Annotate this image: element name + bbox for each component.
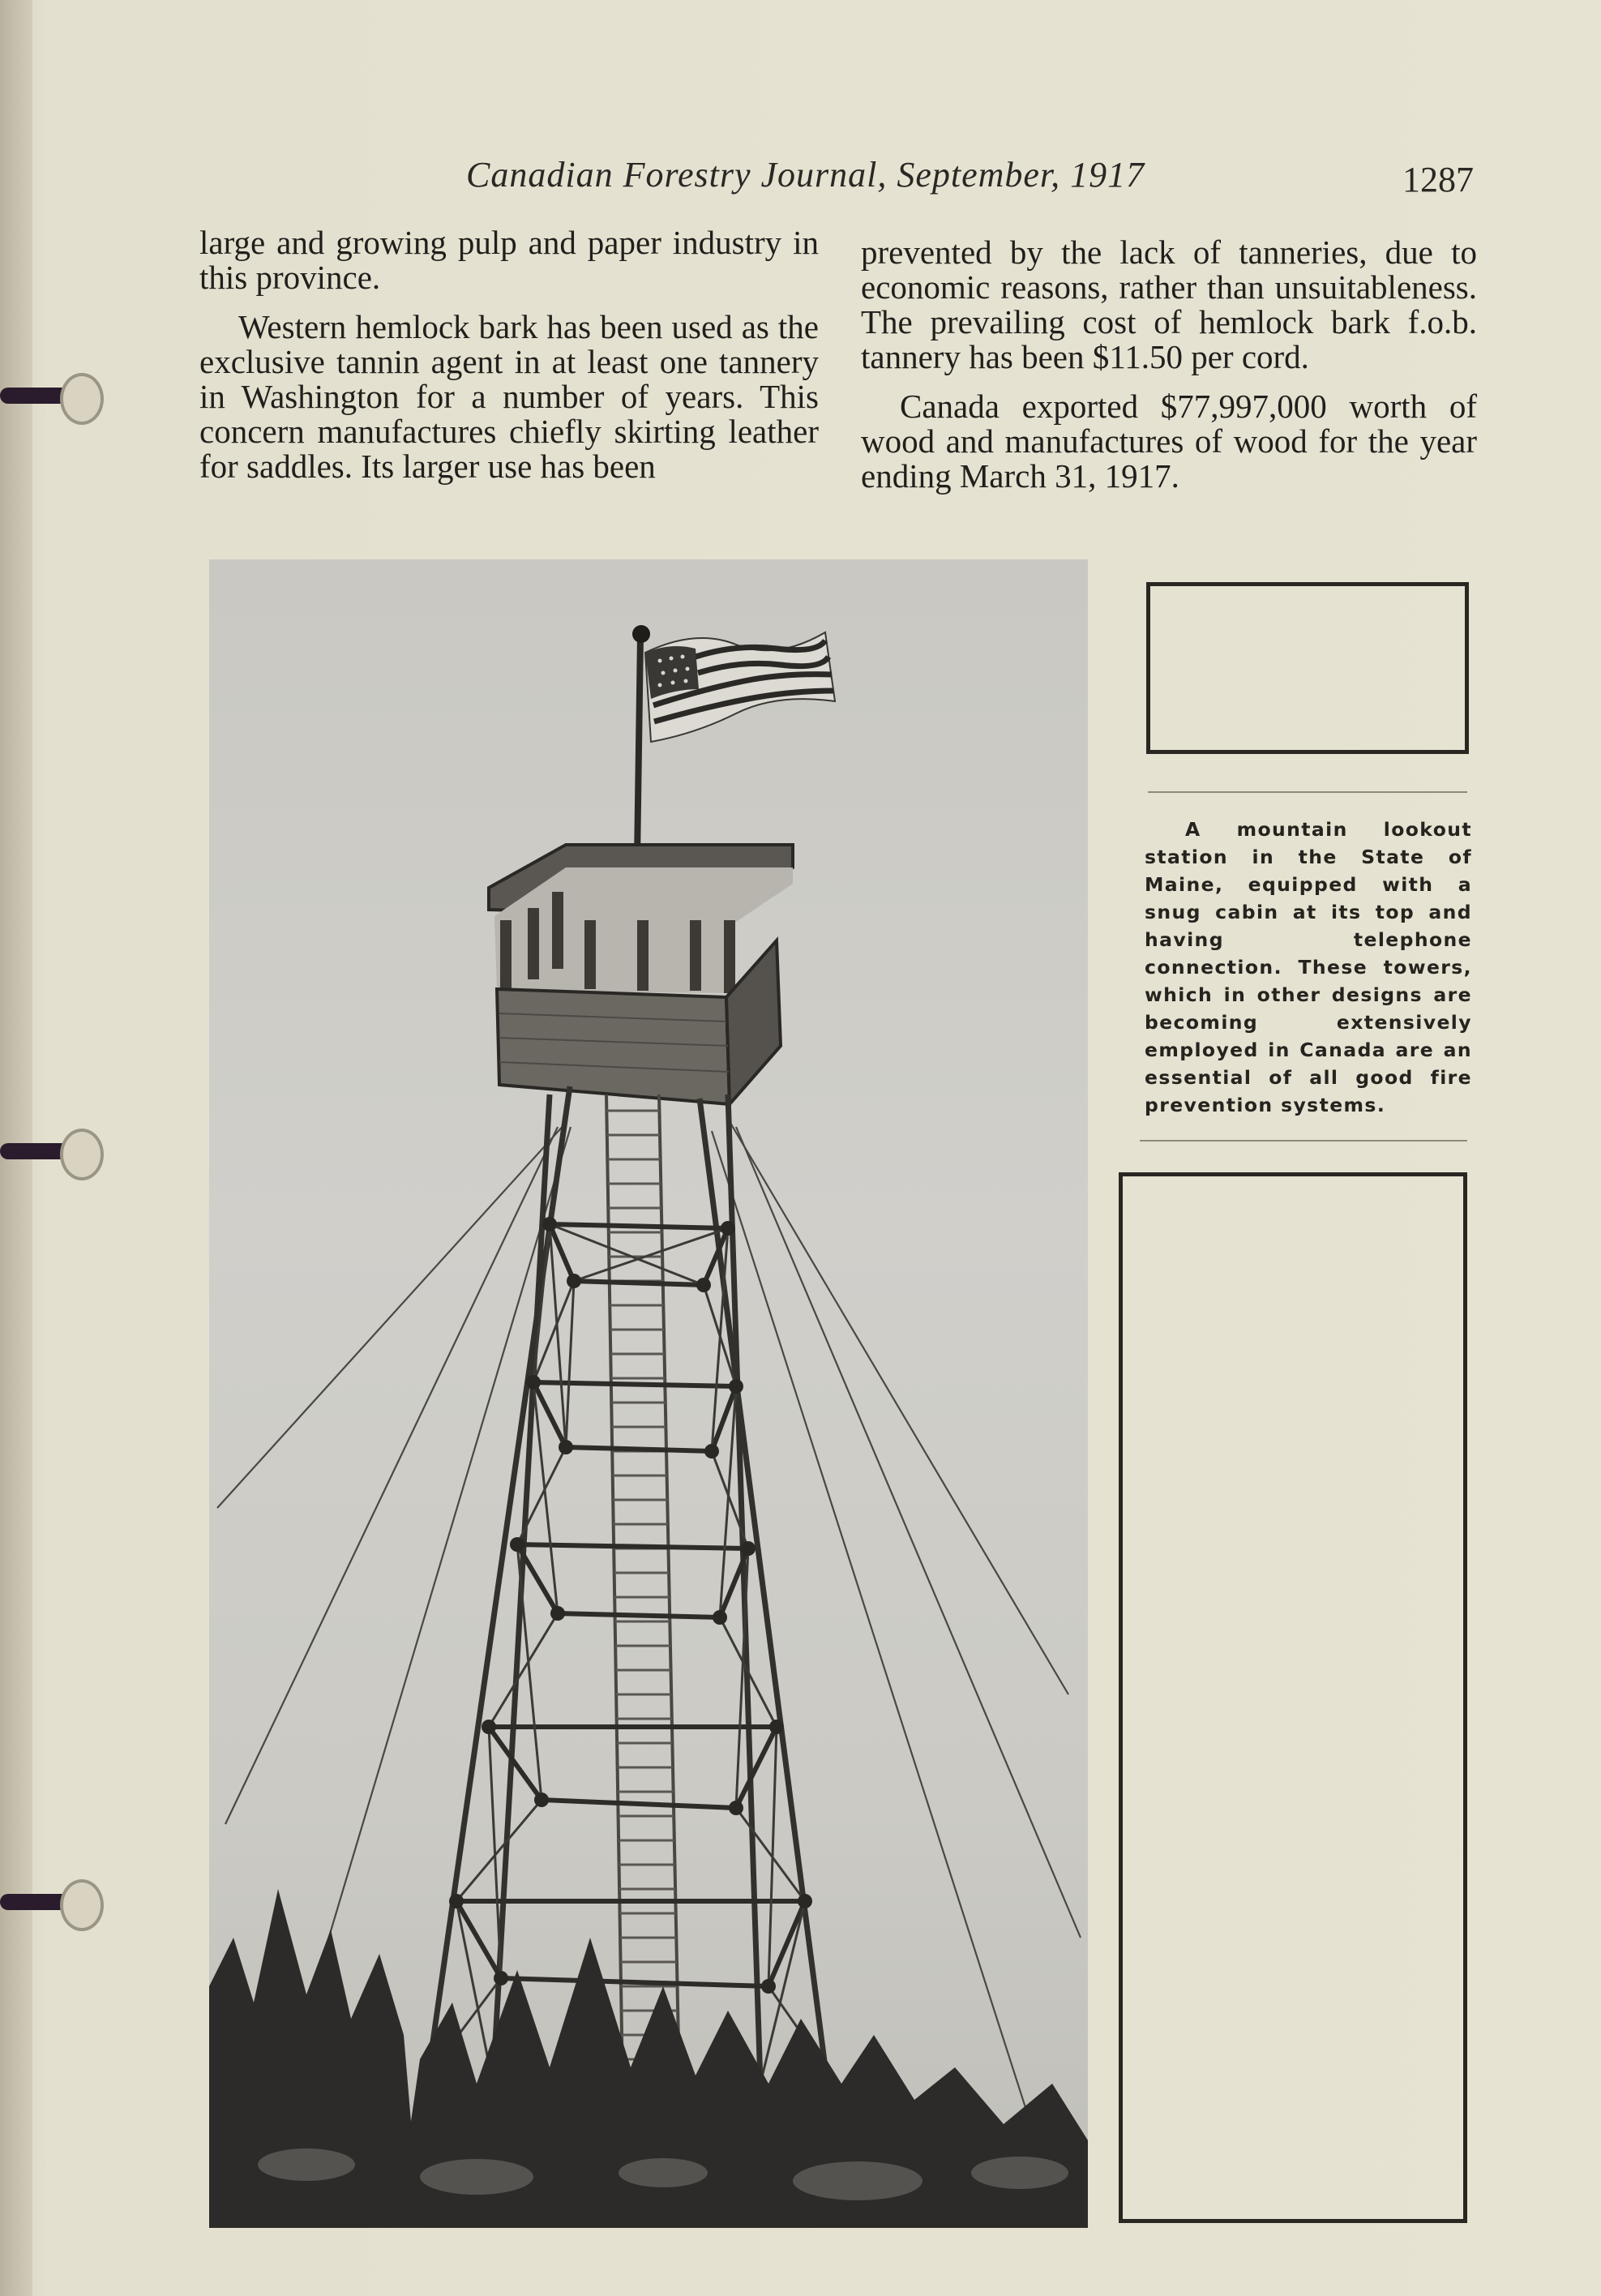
left-column — [199, 225, 819, 484]
left-paragraph-2: Western hemlock bark has been used as the exclusive tannin agent in at least one tannery in Washington for a number of years. This concern manufactures chiefly skirting leather for saddles. Its larger use has been — [199, 308, 819, 485]
page-number: 1287 — [1402, 160, 1474, 199]
caption-rule-top — [1148, 791, 1467, 793]
left-paragraph-1: large and growing pulp and paper industry in this province. — [199, 224, 819, 296]
binding-stitch-icon — [0, 381, 78, 410]
binding-stitch-icon — [0, 1137, 78, 1166]
right-paragraph-1: prevented by the lack of tanneries, due to economic reasons, rather than unsuitableness. The prevailing cost of hemlock bark f.o.b. tannery has been $11.50 per cord. — [861, 233, 1477, 375]
right-column — [861, 235, 1477, 494]
running-header: Canadian Forestry Journal, September, 1917 — [466, 155, 1145, 195]
right-paragraph-2: Canada exported $77,997,000 worth of wood and manufactures of wood for the year ending March 31, 1917. — [861, 388, 1477, 495]
empty-frame-top — [1146, 582, 1469, 754]
photo-caption — [1145, 816, 1472, 1119]
binding-stitch-icon — [0, 1887, 78, 1917]
caption-rule-bottom — [1140, 1140, 1467, 1142]
lookout-tower-photo — [209, 559, 1088, 2228]
empty-frame-bottom — [1119, 1172, 1467, 2223]
caption-text: A mountain lookout station in the State of Maine, equipped with a snug cabin at its top and having telephone connection. These towers, which in other designs are becoming extensively employed in Canada are an essential of all good fire prevention systems. — [1145, 818, 1472, 1116]
lookout-tower-icon — [209, 559, 1088, 2228]
